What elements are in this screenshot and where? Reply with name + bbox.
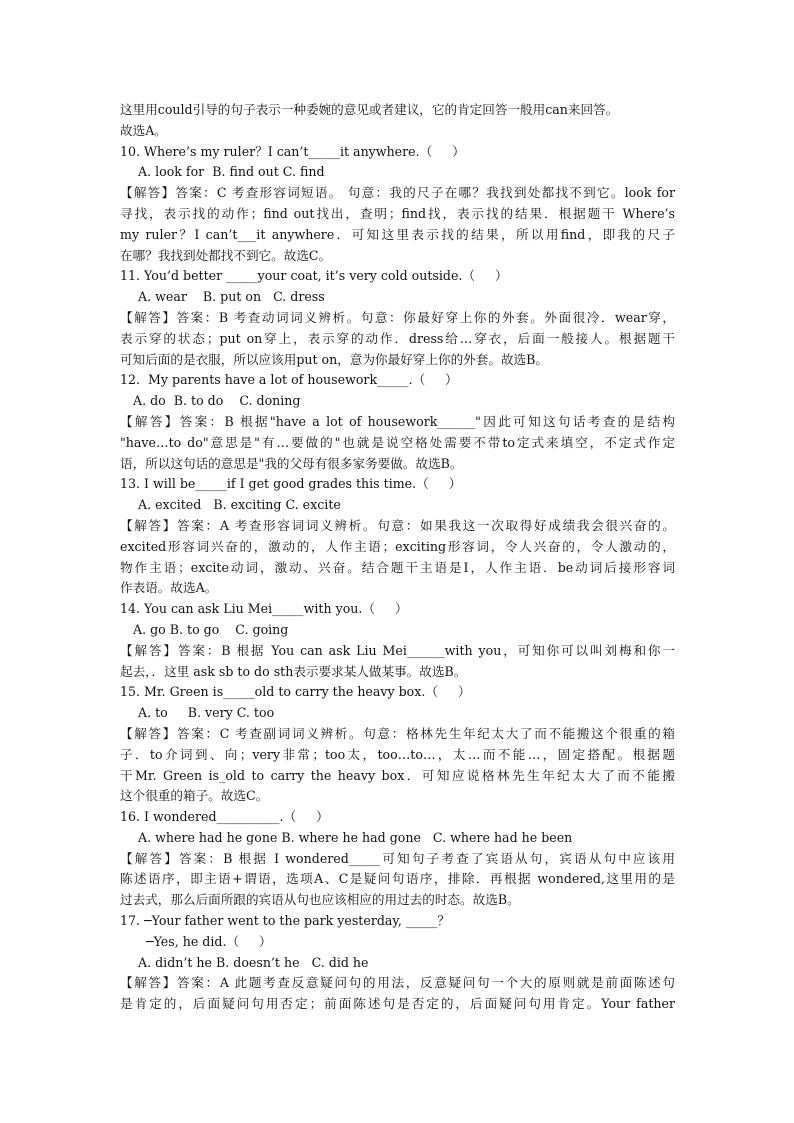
answer-14: 【解答】答案：B 根据 You can ask Liu Mei______with you，可知你可以叫刘梅和你一 [120, 642, 675, 658]
answer-16-line: 陈述语序，即主语+谓语，选项A、C是疑问句语序，排除．再根据 wondered,这里用的是 [120, 871, 675, 887]
answer-13-line: excited形容词兴奋的，激动的，人作主语；exciting形容词，令人兴奋的，令人激动的， [120, 538, 675, 554]
answer-17-line: 是肯定的，后面疑问句用否定；前面陈述句是否定的，后面疑问句用肯定。Your father [120, 996, 675, 1012]
answer-15-line: 这个很重的箱子。故选C。 [120, 788, 269, 804]
answer-10-line: my ruler？I can’t___it anywhere．可知这里表示找的结果，所以用find，即我的尺子 [120, 226, 675, 242]
document-body [120, 100, 675, 1015]
question-11: 11. You’d better _____your coat, it’s very cold outside.（ ） [120, 268, 508, 284]
answer-11: 【解答】答案：B 考查动词词义辨析。句意：你最好穿上你的外套。外面很冷．wear穿， [120, 309, 675, 325]
question-15: 15. Mr. Green is_____old to carry the heavy box.（ ） [120, 684, 471, 700]
answer-10-line: 在哪？我找到处都找不到它。故选C。 [120, 247, 332, 263]
question-14-options: A. go B. to go C. going [133, 621, 289, 637]
answer-15-line: 干Mr. Green is_old to carry the heavy box．可知应说格林先生年纪太大了而不能搬 [120, 767, 675, 783]
answer-14-line: 起去，．这里 ask sb to do sth表示要求某人做某事。故选B。 [120, 663, 467, 679]
answer-17: 【解答】答案：A 此题考查反意疑问句的用法，反意疑问句一个大的原则就是前面陈述句 [120, 975, 675, 991]
answer-10: 【解答】答案：C 考查形容词短语。 句意：我的尺子在哪？我找到处都找不到它。look for [120, 185, 675, 201]
answer-15: 【解答】答案：C 考查副词词义辨析。句意：格林先生年纪太大了而不能搬这个很重的箱 [120, 725, 675, 741]
question-11-options: A. wear B. put on C. dress [138, 289, 325, 305]
answer-16: 【解答】答案：B 根据 I wondered_____可知句子考查了宾语从句，宾语从句中应该用 [120, 850, 675, 866]
answer-12: 【解答】答案：B 根据"have a lot of housework______"因此可知这句话考查的是结构 [120, 413, 675, 429]
question-13: 13. I will be_____if I get good grades this time.（ ） [120, 476, 462, 492]
question-14: 14. You can ask Liu Mei_____with you.（ ） [120, 601, 408, 617]
question-17-options: A. didn’t he B. doesn’t he C. did he [138, 954, 369, 970]
question-13-options: A. excited B. exciting C. excite [138, 497, 341, 513]
question-12-options: A. do B. to do C. doning [133, 393, 301, 409]
answer-13: 【解答】答案：A 考查形容词词义辨析。句意：如果我这一次取得好成绩我会很兴奋的。 [120, 517, 675, 533]
text-line: 故选A。 [120, 122, 167, 138]
answer-11-line: 表示穿的状态；put on穿上，表示穿的动作．dress给…穿衣，后面一般接人。根据题干 [120, 330, 675, 346]
question-15-options: A. to B. very C. too [138, 705, 275, 721]
text-line: 这里用could引导的句子表示一种委婉的意见或者建议，它的肯定回答一般用can来回答。 [120, 102, 619, 117]
question-16: 16. I wondered__________.（ ） [120, 809, 329, 825]
answer-15-line: 子．to介词到、向；very非常；too太，too…to…，太…而不能…，固定搭配。根据题 [120, 746, 675, 762]
question-10-options: A. look for B. find out C. find [138, 164, 325, 180]
question-12: 12. My parents have a lot of housework_____.（ ） [120, 372, 458, 388]
answer-11-line: 可知后面的是衣服，所以应该用put on，意为你最好穿上你的外套。故选B。 [120, 351, 548, 367]
question-16-options: A. where had he gone B. where he had gone C. where had he been [138, 829, 573, 845]
answer-10-line: 寻找，表示找的动作；find out找出，查明；find找，表示找的结果．根据题干 Where’s [120, 205, 675, 221]
question-10: 10. Where’s my ruler？I can’t_____it anywhere.（ ） [120, 143, 465, 159]
answer-16-line: 过去式，那么后面所跟的宾语从句也应该相应的用过去的时态。故选B。 [120, 892, 520, 908]
answer-13-line: 作表语。故选A。 [120, 580, 218, 596]
question-17: 17. ─Your father went to the park yesterday, _____？ [120, 913, 450, 929]
answer-12-line: 语，所以这句话的意思是"我的父母有很多家务要做。故选B。 [120, 455, 463, 471]
question-17-reply: ─Yes, he did.（ ） [146, 933, 272, 949]
answer-13-line: 物作主语；excite动词，激动、兴奋。结合题干主语是I，人作主语．be动词后接形容词 [120, 559, 675, 575]
answer-12-line: "have…to do"意思是"有…要做的"也就是说空格处需要不带to定式来填空，不定式作定 [120, 434, 675, 450]
